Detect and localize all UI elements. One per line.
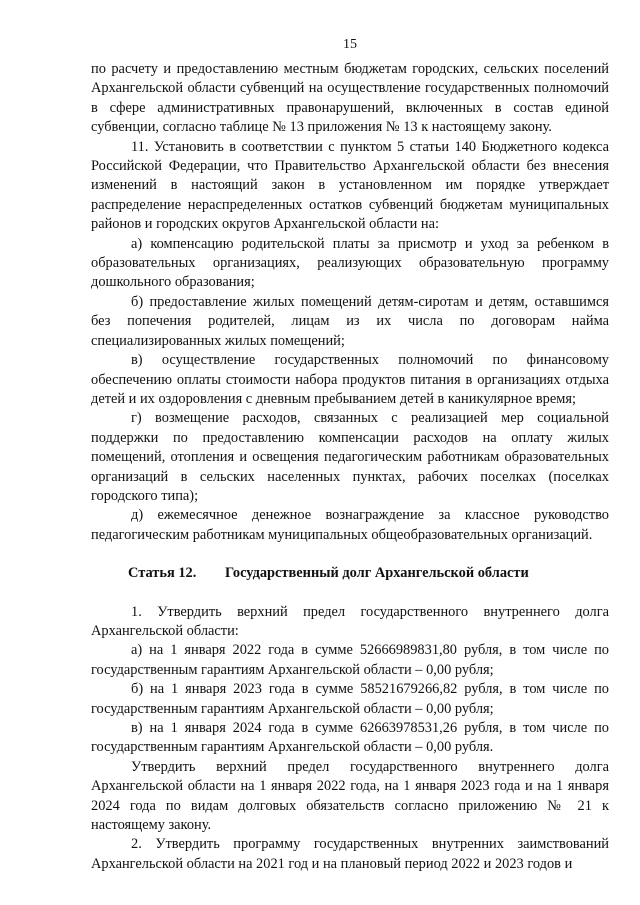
list-item: а) на 1 января 2022 года в сумме 52666989831,80 рубля, в том числе по государственным гарантиям Архангельской области – 0,00 рубля; bbox=[91, 642, 609, 678]
list-item: а) компенсацию родительской платы за присмотр и уход за ребенком в образовательных организациях, реализующих образовательную программу дошкольного образования; bbox=[91, 235, 609, 291]
list-item: д) ежемесячное денежное вознаграждение за классное руководство педагогическим работникам муниципальных общеобразовательных организаций. bbox=[91, 507, 609, 543]
paragraph: 2. Утвердить программу государственных внутренних заимствований Архангельской области на 2021 год и на плановый период 2022 и 2023 годов и bbox=[91, 836, 609, 872]
document-body bbox=[91, 60, 609, 874]
article-title: Государственный долг Архангельской области bbox=[225, 565, 529, 582]
list-item: в) осуществление государственных полномочий по финансовому обеспечению оплаты стоимости набора продуктов питания в организациях отдыха детей и их оздоровления с дневным пребыванием детей в каникулярное время; bbox=[91, 352, 609, 407]
list-item: г) возмещение расходов, связанных с реализацией мер социальной поддержки по предоставлению компенсации расходов на оплату жилых помещений, отопления и освещения педагогическим работникам образовательных организаций в сельских населенных пунктах, рабочих поселках (поселках городского типа); bbox=[91, 410, 609, 504]
paragraph: по расчету и предоставлению местным бюджетам городских, сельских поселений Архангельской области субвенций на осуществление государственных полномочий в сфере административных правонарушений, включенных в состав единой субвенции, согласно таблице № 13 приложения № 13 к настоящему закону. bbox=[91, 61, 609, 136]
paragraph: 11. Установить в соответствии с пунктом 5 статьи 140 Бюджетного кодекса Российской Федерации, что Правительство Архангельской области без внесения изменений в настоящий закон в установленном им порядке утверждает распределение нераспределенных остатков субвенций бюджетам муниципальных районов и городских округов Архангельской области на: bbox=[91, 138, 609, 233]
list-item: в) на 1 января 2024 года в сумме 62663978531,26 рубля, в том числе по государственным гарантиям Архангельской области – 0,00 рубля. bbox=[91, 720, 609, 756]
paragraph: 1. Утвердить верхний предел государственного внутреннего долга Архангельской области: bbox=[91, 603, 609, 639]
list-item: б) на 1 января 2023 года в сумме 58521679266,82 рубля, в том числе по государственным гарантиям Архангельской области – 0,00 рубля; bbox=[91, 681, 609, 717]
paragraph: Утвердить верхний предел государственного внутреннего долга Архангельской области на 1 января 2022 года, на 1 января 2023 года и на 1 января 2024 года по видам долговых обязательств согласно приложению № 21 к настоящему закону. bbox=[91, 758, 609, 834]
article-number: Статья 12. bbox=[128, 565, 197, 582]
page-number: 15 bbox=[343, 37, 357, 52]
article-heading bbox=[91, 564, 609, 583]
list-item: б) предоставление жилых помещений детям-сиротам и детям, оставшимся без попечения родителей, лицам из их числа по договорам найма специализированных жилых помещений; bbox=[91, 293, 609, 349]
